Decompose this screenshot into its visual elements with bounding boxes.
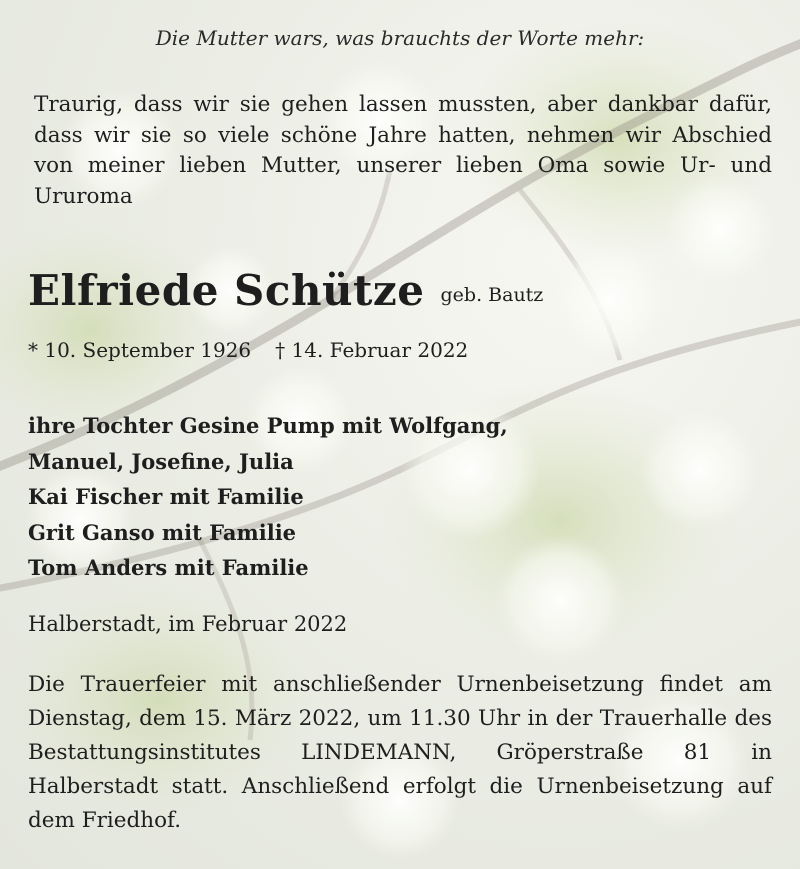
maiden-name: geb. Bautz — [440, 284, 544, 306]
mourners-list — [28, 408, 508, 586]
place-and-date: Halberstadt, im Februar 2022 — [28, 612, 348, 636]
intro-paragraph: Traurig, dass wir sie gehen lassen mussten, aber dankbar dafür, dass wir sie so viele schöne Jahre hatten, nehmen wir Abschied von meiner lieben Mutter, unserer lieben Oma sowie Ur- und Ururoma — [34, 92, 772, 209]
mourner-line: Tom Anders mit Familie — [28, 555, 309, 580]
mourner-line: Kai Fischer mit Familie — [28, 484, 304, 509]
death-date: † 14. Februar 2022 — [275, 338, 469, 362]
funeral-notice: Die Trauerfeier mit anschließender Urnenbeisetzung findet am Dienstag, dem 15. März 2022, um 11.30 Uhr in der Trauerhalle des Bestattungsinstitutes LINDEMANN, Gröperstraße 81 in Halberstadt statt. Anschließend erfolgt die Urnenbeisetzung auf dem Friedhof. — [28, 672, 772, 833]
deceased-name-line — [28, 266, 543, 315]
deceased-name: Elfriede Schütze — [28, 266, 425, 315]
mourner-line: Grit Ganso mit Familie — [28, 519, 297, 545]
mourner-line: Manuel, Josefine, Julia — [28, 448, 294, 474]
motto-quote: Die Mutter wars, was brauchts der Worte mehr: — [155, 26, 645, 50]
mourner-line: ihre Tochter Gesine Pump mit Wolfgang, — [28, 413, 508, 438]
birth-date: * 10. September 1926 — [28, 338, 252, 362]
life-dates — [28, 338, 468, 362]
